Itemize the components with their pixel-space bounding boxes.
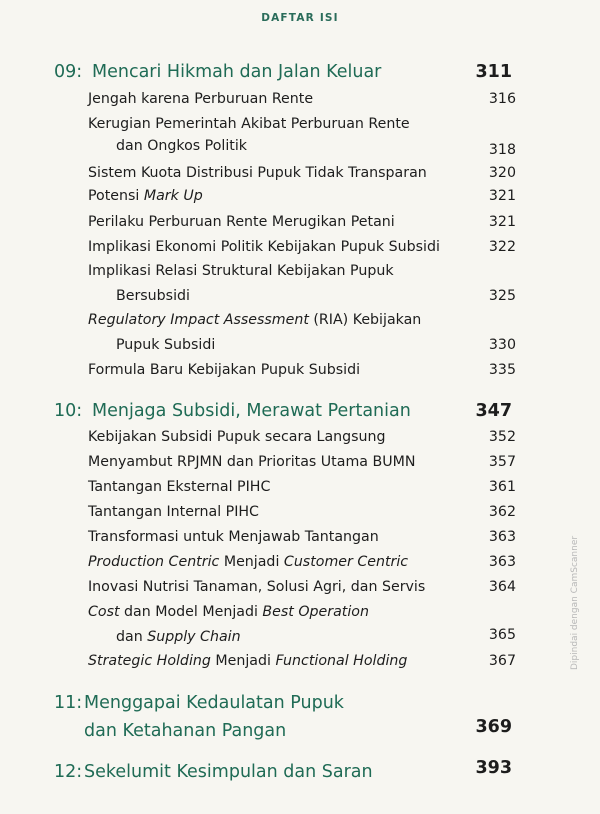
entry-page: 330: [488, 337, 516, 353]
chapter-page: 311: [475, 62, 512, 82]
entry-title: Kerugian Pemerintah Akibat Perburuan Rente: [88, 116, 410, 132]
entry-title: Implikasi Relasi Struktural Kebijakan Pupuk: [88, 263, 394, 279]
chapter-page: 347: [475, 401, 512, 421]
chapter-number: 12:: [54, 762, 83, 782]
entry-page: 335: [488, 362, 516, 378]
entry-page: 362: [488, 504, 516, 520]
entry-page: 352: [488, 429, 516, 445]
entry-page: 365: [488, 627, 516, 643]
toc-entry[interactable]: [88, 312, 516, 352]
entry-title: Tantangan Eksternal PIHC: [88, 479, 271, 495]
entry-page: 322: [488, 239, 516, 255]
entry-page: 320: [488, 165, 516, 181]
chapter-11[interactable]: [54, 693, 520, 743]
entry-title: Strategic Holding Menjadi Functional Holding: [88, 653, 408, 669]
entry-title: Jengah karena Perburuan Rente: [88, 91, 314, 107]
entry-page: 321: [488, 188, 516, 204]
entry-title: Tantangan Internal PIHC: [88, 504, 259, 520]
entry-title: Menyambut RPJMN dan Prioritas Utama BUMN: [88, 454, 416, 470]
page-header: DAFTAR ISI: [261, 12, 339, 24]
entry-title-cont: dan Ongkos Politik: [116, 138, 247, 154]
entry-title: Kebijakan Subsidi Pupuk secara Langsung: [88, 429, 386, 445]
entry-page: 361: [488, 479, 516, 495]
entry-page: 325: [488, 288, 516, 304]
entry-page: 316: [488, 91, 516, 107]
entry-title: Perilaku Perburuan Rente Merugikan Petani: [88, 214, 395, 230]
chapter-title: Sekelumit Kesimpulan dan Saran: [84, 762, 373, 782]
entry-title-cont: Bersubsidi: [116, 288, 190, 304]
chapter-number: 10:: [54, 401, 83, 421]
entry-title-cont: Pupuk Subsidi: [116, 337, 216, 353]
entry-page: 367: [488, 653, 516, 669]
entry-page: 363: [488, 554, 516, 570]
entry-title: Implikasi Ekonomi Politik Kebijakan Pupuk Subsidi: [88, 239, 440, 255]
entry-page: 363: [488, 529, 516, 545]
entry-title: Transformasi untuk Menjawab Tantangan: [88, 529, 379, 545]
entry-title: Inovasi Nutrisi Tanaman, Solusi Agri, dan Servis: [88, 579, 426, 595]
entry-title-cont: dan Supply Chain: [116, 629, 241, 645]
chapter-title: Mencari Hikmah dan Jalan Keluar: [92, 62, 382, 82]
toc-entry[interactable]: [88, 263, 516, 303]
toc-entry[interactable]: [88, 604, 516, 644]
chapter-number: 09:: [54, 62, 83, 82]
entry-page: 364: [488, 579, 516, 595]
chapter-title: Menjaga Subsidi, Merawat Pertanian: [92, 401, 411, 421]
scanner-watermark: Dipindai dengan CamScanner: [570, 535, 580, 670]
chapter-number: 11:: [54, 693, 83, 713]
entry-title: Production Centric Menjadi Customer Centric: [88, 554, 409, 570]
chapter-title-cont: dan Ketahanan Pangan: [84, 721, 287, 741]
entry-page: 321: [488, 214, 516, 230]
entry-page: 357: [488, 454, 516, 470]
entry-title: Sistem Kuota Distribusi Pupuk Tidak Transparan: [88, 165, 427, 181]
chapter-page: 393: [475, 758, 512, 778]
toc-entry[interactable]: [88, 116, 516, 156]
entry-title: Cost dan Model Menjadi Best Operation: [88, 604, 369, 620]
entry-page: 318: [488, 142, 516, 158]
entry-title: Potensi Mark Up: [88, 188, 203, 204]
chapter-page: 369: [475, 717, 512, 737]
entry-title: Regulatory Impact Assessment (RIA) Kebijakan: [88, 312, 422, 328]
entry-title: Formula Baru Kebijakan Pupuk Subsidi: [88, 362, 361, 378]
chapter-title: Menggapai Kedaulatan Pupuk: [84, 693, 344, 713]
